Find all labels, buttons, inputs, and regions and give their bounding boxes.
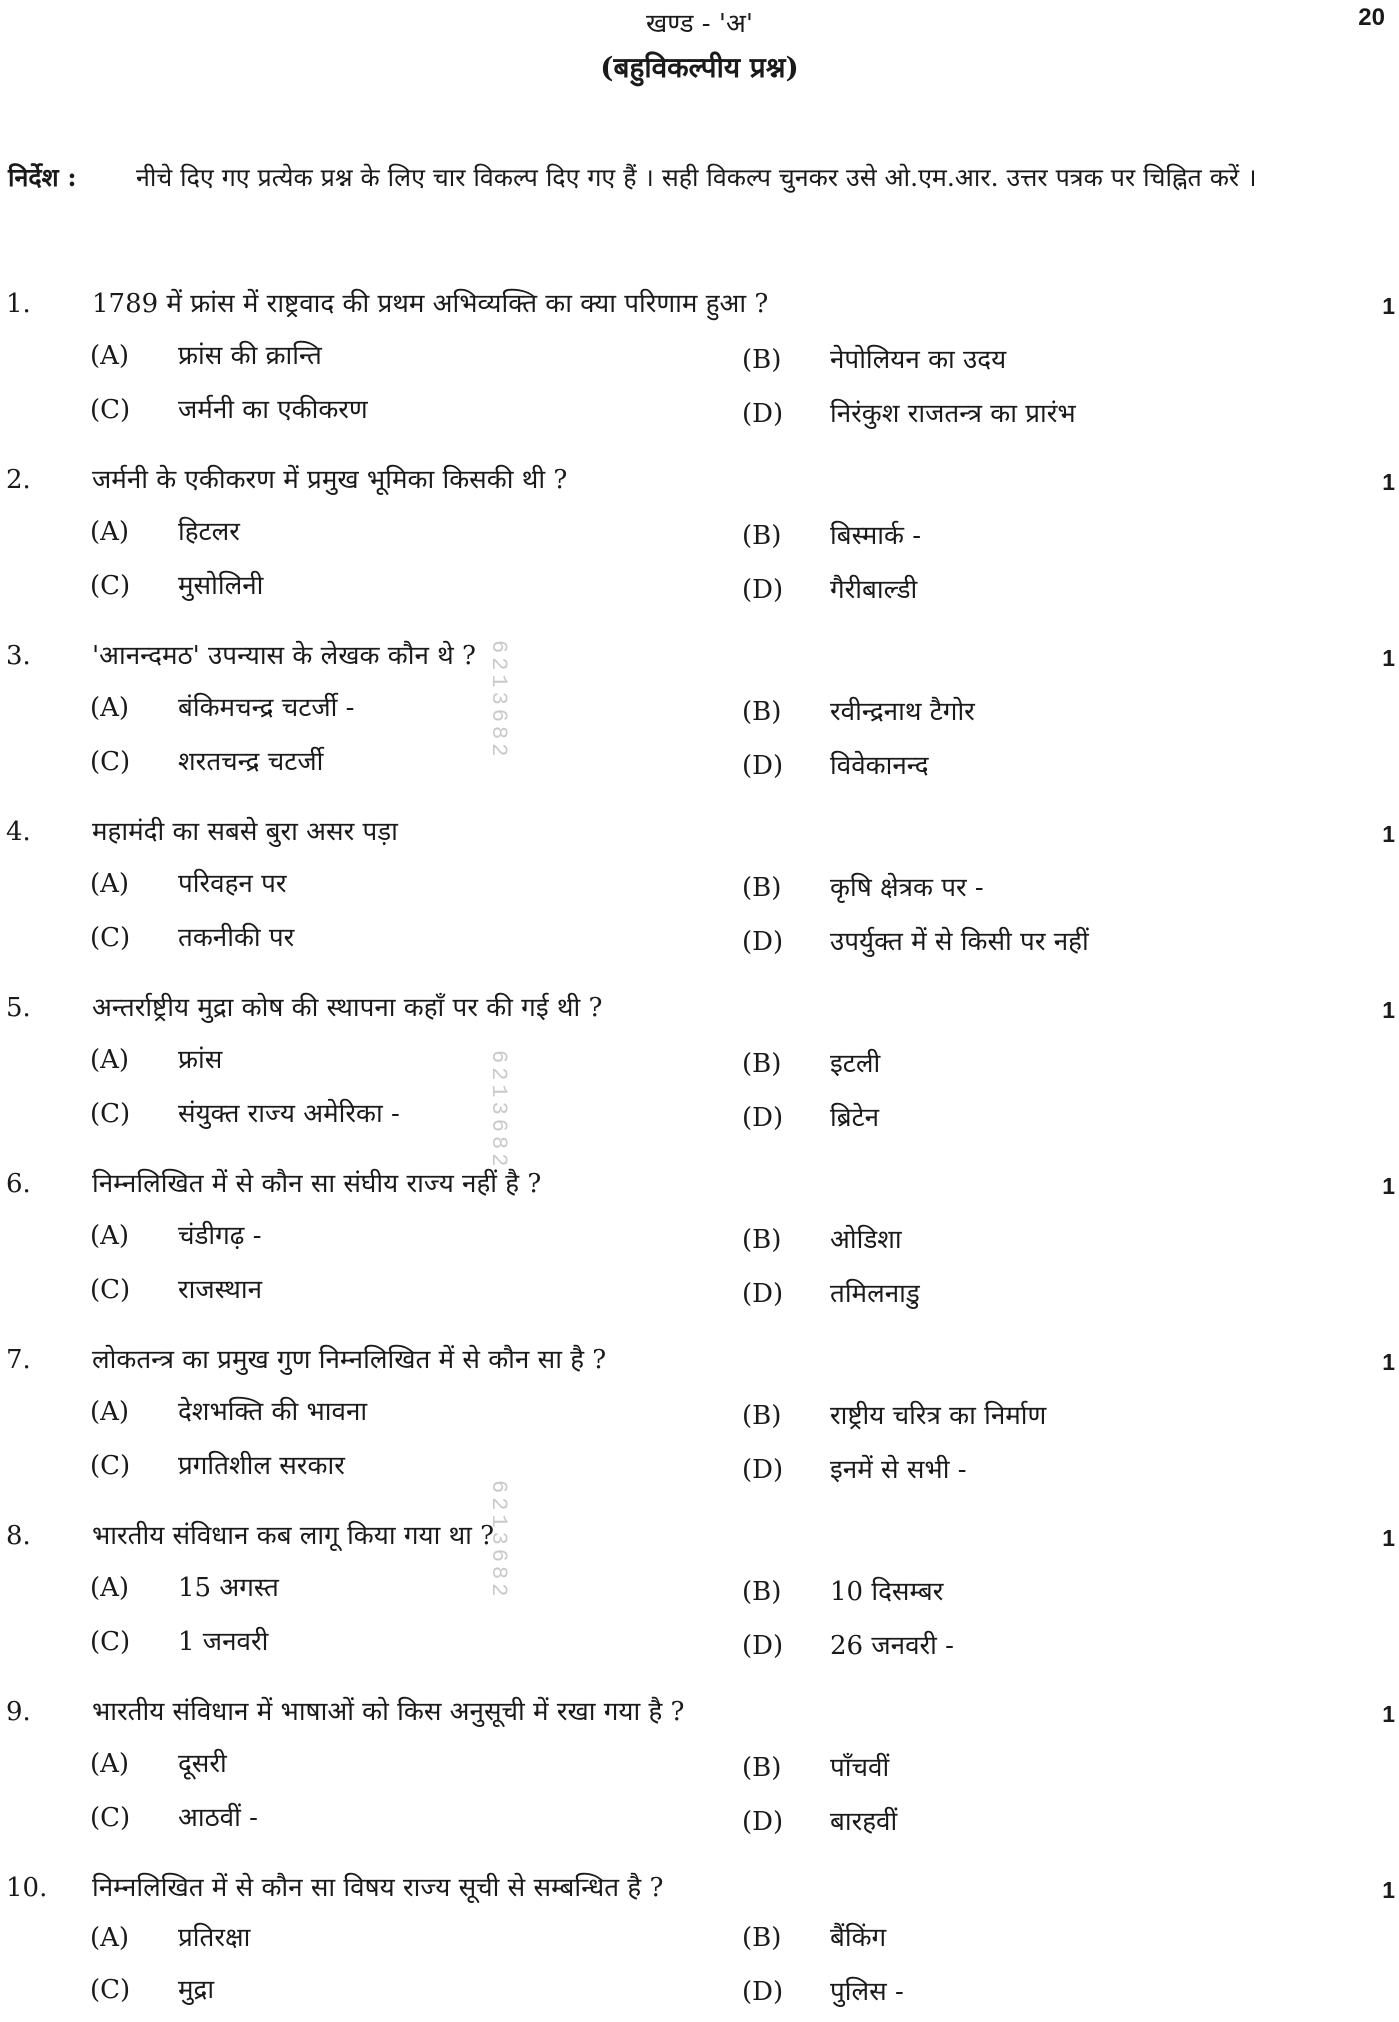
watermark: 6213682	[486, 1050, 511, 1171]
question-marks: 1	[1382, 1525, 1395, 1551]
option-c[interactable]	[90, 562, 263, 610]
question-10	[0, 1864, 1399, 2020]
option-c[interactable]	[90, 1266, 262, 1314]
option-text: इनमें से सभी -	[830, 1455, 967, 1485]
option-d[interactable]	[742, 390, 1076, 438]
option-text: गैरीबाल्डी	[830, 575, 918, 605]
option-b[interactable]	[742, 1914, 886, 1962]
instruction-label: निर्देश :	[8, 163, 77, 192]
option-d[interactable]	[742, 566, 917, 614]
option-text: इटली	[830, 1049, 881, 1079]
option-text: राजस्थान	[178, 1275, 263, 1305]
option-text: शरतचन्द्र चटर्जी	[178, 747, 324, 777]
option-letter: (C)	[90, 395, 131, 425]
instructions	[8, 150, 1368, 206]
option-letter: (D)	[742, 1103, 784, 1133]
option-text: पाँचवीं	[830, 1753, 890, 1783]
option-text: बंकिमचन्द्र चटर्जी -	[178, 693, 355, 723]
option-letter: (D)	[742, 1807, 784, 1837]
option-text: जर्मनी का एकीकरण	[178, 395, 368, 425]
question-number: 10.	[6, 1873, 48, 1903]
option-letter: (D)	[742, 1977, 784, 2007]
option-a[interactable]	[90, 332, 322, 380]
option-letter: (B)	[742, 697, 782, 727]
option-a[interactable]	[90, 1388, 367, 1436]
option-letter: (B)	[742, 1049, 782, 1079]
option-d[interactable]	[742, 918, 1089, 966]
section-title: खण्ड - 'अ'	[645, 9, 753, 39]
option-text: 10 दिसम्बर	[830, 1577, 944, 1607]
option-text: परिवहन पर	[178, 869, 287, 899]
option-text: आठवीं -	[178, 1803, 258, 1833]
option-letter: (B)	[742, 1225, 782, 1255]
option-c[interactable]	[90, 1618, 268, 1666]
option-d[interactable]	[742, 1446, 967, 1494]
question-marks: 1	[1382, 1349, 1395, 1375]
option-letter: (B)	[742, 873, 782, 903]
option-d[interactable]	[742, 1270, 920, 1318]
option-text: तमिलनाडु	[830, 1279, 920, 1309]
option-letter: (B)	[742, 1923, 782, 1953]
option-letter: (C)	[90, 1275, 131, 1305]
option-d[interactable]	[742, 1798, 897, 1846]
option-letter: (C)	[90, 923, 131, 953]
option-letter: (B)	[742, 1577, 782, 1607]
option-text: फ्रांस की क्रान्ति	[178, 341, 322, 371]
option-c[interactable]	[90, 1442, 345, 1490]
option-text: मुसोलिनी	[178, 571, 264, 601]
option-text: फ्रांस	[178, 1045, 223, 1075]
question-number: 1.	[6, 289, 31, 319]
question-text: जर्मनी के एकीकरण में प्रमुख भूमिका किसकी थी ?	[92, 465, 568, 495]
option-b[interactable]	[742, 1744, 889, 1792]
question-number: 7.	[6, 1345, 31, 1375]
option-text: राष्ट्रीय चरित्र का निर्माण	[830, 1401, 1047, 1431]
option-text: चंडीगढ़ -	[178, 1221, 262, 1251]
option-a[interactable]	[90, 1036, 222, 1084]
question-marks: 1	[1382, 821, 1395, 847]
option-text: ओडिशा	[830, 1225, 902, 1255]
option-letter: (D)	[742, 1455, 784, 1485]
option-b[interactable]	[742, 864, 984, 912]
option-a[interactable]	[90, 1212, 261, 1260]
question-2	[0, 456, 1399, 626]
watermark: 6213682	[486, 1480, 511, 1601]
question-marks: 1	[1382, 1877, 1395, 1903]
option-letter: (A)	[90, 1397, 130, 1427]
option-letter: (C)	[90, 1803, 131, 1833]
option-text: तकनीकी पर	[178, 923, 295, 953]
option-c[interactable]	[90, 914, 294, 962]
question-text: निम्नलिखित में से कौन सा संघीय राज्य नहीं है ?	[92, 1169, 542, 1199]
question-marks: 1	[1382, 997, 1395, 1023]
option-text: विवेकानन्द	[830, 751, 929, 781]
question-text: महामंदी का सबसे बुरा असर पड़ा	[92, 817, 398, 847]
option-text: नेपोलियन का उदय	[830, 345, 1007, 375]
option-c[interactable]	[90, 738, 323, 786]
question-text: लोकतन्त्र का प्रमुख गुण निम्नलिखित में से कौन सा है ?	[92, 1345, 607, 1375]
question-text: अन्तर्राष्ट्रीय मुद्रा कोष की स्थापना कहाँ पर की गई थी ?	[92, 993, 603, 1023]
option-letter: (C)	[90, 1099, 131, 1129]
question-text: 'आनन्दमठ' उपन्यास के लेखक कौन थे ?	[92, 641, 476, 671]
question-number: 3.	[6, 641, 31, 671]
option-letter: (D)	[742, 1279, 784, 1309]
option-text: कृषि क्षेत्रक पर -	[830, 873, 984, 903]
question-marks: 1	[1382, 293, 1395, 319]
option-letter: (A)	[90, 1045, 130, 1075]
option-text: हिटलर	[178, 517, 240, 547]
option-letter: (D)	[742, 927, 784, 957]
option-letter: (D)	[742, 399, 784, 429]
option-a[interactable]	[90, 508, 240, 556]
question-text: भारतीय संविधान कब लागू किया गया था ?	[92, 1521, 495, 1551]
option-text: देशभक्ति की भावना	[178, 1397, 368, 1427]
option-letter: (A)	[90, 1221, 130, 1251]
option-c[interactable]	[90, 1090, 400, 1138]
option-letter: (A)	[90, 693, 130, 723]
option-a[interactable]	[90, 684, 354, 732]
question-number: 6.	[6, 1169, 31, 1199]
watermark: 6213682	[486, 640, 511, 761]
section-header	[0, 4, 1399, 90]
section-subtitle: (बहुविकल्पीय प्रश्न)	[600, 51, 799, 84]
option-b[interactable]	[742, 512, 921, 560]
option-b[interactable]	[742, 1040, 880, 1088]
option-text: मुद्रा	[178, 1975, 215, 2005]
option-text: 15 अगस्त	[178, 1573, 279, 1603]
option-text: पुलिस -	[830, 1977, 904, 2007]
option-c[interactable]	[90, 1966, 214, 2014]
option-b[interactable]	[742, 1216, 902, 1264]
question-marks: 1	[1382, 1173, 1395, 1199]
option-letter: (A)	[90, 869, 130, 899]
option-letter: (C)	[90, 1627, 131, 1657]
option-letter: (D)	[742, 751, 784, 781]
question-5	[0, 984, 1399, 1154]
option-letter: (A)	[90, 1923, 130, 1953]
option-text: रवीन्द्रनाथ टैगोर	[830, 697, 975, 727]
question-6	[0, 1160, 1399, 1330]
option-d[interactable]	[742, 1094, 879, 1142]
question-3	[0, 632, 1399, 802]
question-7	[0, 1336, 1399, 1506]
question-9	[0, 1688, 1399, 1858]
option-b[interactable]	[742, 1568, 943, 1616]
option-letter: (D)	[742, 1631, 784, 1661]
option-text: 26 जनवरी -	[830, 1631, 954, 1661]
option-letter: (B)	[742, 1401, 782, 1431]
option-letter: (B)	[742, 345, 782, 375]
question-number: 8.	[6, 1521, 31, 1551]
question-4	[0, 808, 1399, 978]
option-b[interactable]	[742, 688, 975, 736]
option-letter: (C)	[90, 747, 131, 777]
option-text: संयुक्त राज्य अमेरिका -	[178, 1099, 400, 1129]
option-text: दूसरी	[178, 1749, 227, 1779]
question-number: 2.	[6, 465, 31, 495]
option-letter: (A)	[90, 1749, 130, 1779]
question-text: भारतीय संविधान में भाषाओं को किस अनुसूची में रखा गया है ?	[92, 1697, 685, 1727]
option-a[interactable]	[90, 1564, 279, 1612]
question-marks: 1	[1382, 469, 1395, 495]
instruction-text: नीचे दिए गए प्रत्येक प्रश्न के लिए चार विकल्प दिए गए हैं । सही विकल्प चुनकर उसे ओ.एम.आर. उत्तर पत्रक पर चिह्नित करें ।	[136, 163, 1257, 192]
question-marks: 1	[1382, 1701, 1395, 1727]
option-text: उपर्युक्त में से किसी पर नहीं	[830, 927, 1089, 957]
option-d[interactable]	[742, 1968, 904, 2016]
option-text: प्रतिरक्षा	[178, 1923, 251, 1953]
option-letter: (C)	[90, 1975, 131, 2005]
option-b[interactable]	[742, 1392, 1046, 1440]
option-letter: (D)	[742, 575, 784, 605]
option-a[interactable]	[90, 1914, 250, 1962]
option-text: बारहवीं	[830, 1807, 898, 1837]
page-number: 20	[1358, 4, 1385, 31]
option-text: प्रगतिशील सरकार	[178, 1451, 345, 1481]
option-text: निरंकुश राजतन्त्र का प्रारंभ	[830, 399, 1076, 429]
question-marks: 1	[1382, 645, 1395, 671]
option-a[interactable]	[90, 1740, 227, 1788]
option-text: बैंकिंग	[830, 1923, 887, 1953]
option-letter: (C)	[90, 571, 131, 601]
option-text: बिस्मार्क -	[830, 521, 921, 551]
question-number: 5.	[6, 993, 31, 1023]
question-number: 9.	[6, 1697, 31, 1727]
option-a[interactable]	[90, 860, 287, 908]
option-letter: (A)	[90, 517, 130, 547]
option-letter: (B)	[742, 1753, 782, 1783]
option-text: ब्रिटेन	[830, 1103, 880, 1133]
question-number: 4.	[6, 817, 31, 847]
option-d[interactable]	[742, 742, 929, 790]
option-letter: (B)	[742, 521, 782, 551]
option-b[interactable]	[742, 336, 1006, 384]
option-text: 1 जनवरी	[178, 1627, 269, 1657]
question-1	[0, 280, 1399, 450]
option-letter: (A)	[90, 1573, 130, 1603]
option-d[interactable]	[742, 1622, 954, 1670]
option-c[interactable]	[90, 1794, 258, 1842]
option-letter: (A)	[90, 341, 130, 371]
question-text: निम्नलिखित में से कौन सा विषय राज्य सूची से सम्बन्धित है ?	[92, 1873, 664, 1903]
question-text: 1789 में फ्रांस में राष्ट्रवाद की प्रथम अभिव्यक्ति का क्या परिणाम हुआ ?	[92, 289, 769, 319]
option-letter: (C)	[90, 1451, 131, 1481]
question-8	[0, 1512, 1399, 1682]
option-c[interactable]	[90, 386, 368, 434]
